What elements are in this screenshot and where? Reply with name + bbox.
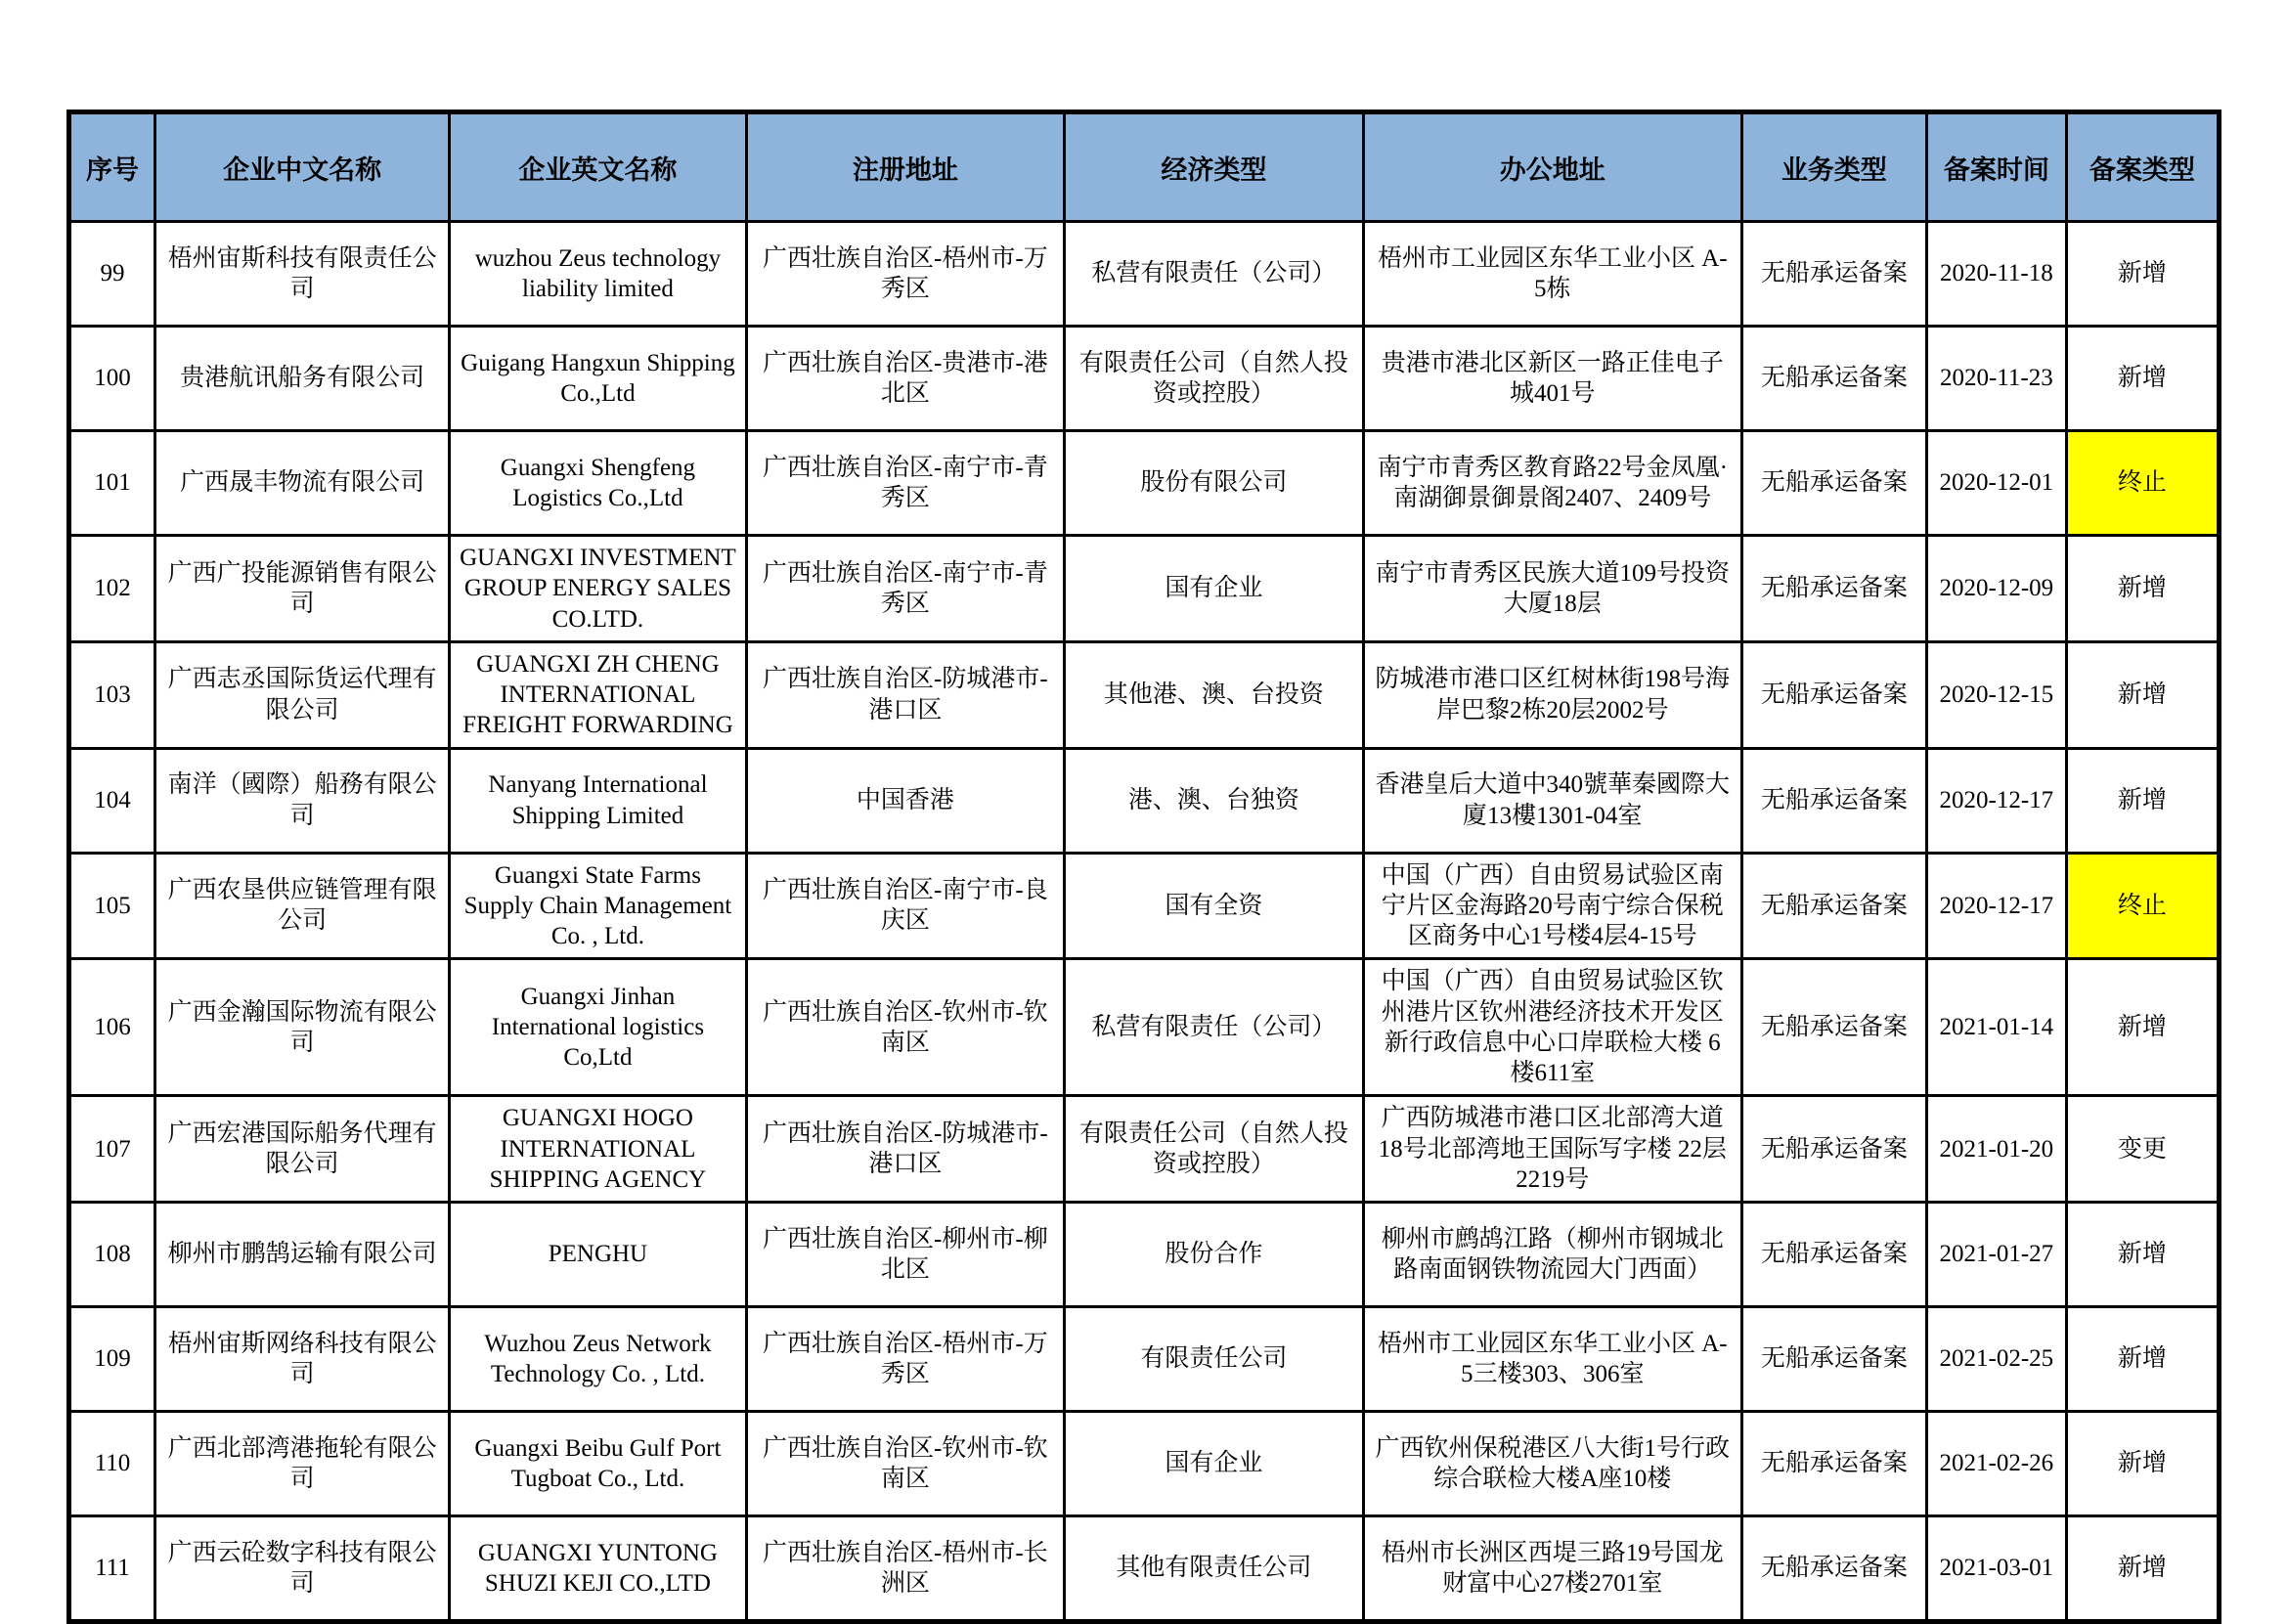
cell-biz_type: 无船承运备案 [1741, 431, 1926, 536]
table-row [69, 1412, 2220, 1516]
cell-reg_address: 广西壮族自治区-南宁市-良庆区 [746, 853, 1064, 959]
cell-biz_type: 无船承运备案 [1741, 536, 1926, 642]
cell-name_cn: 广西北部湾港拖轮有限公司 [154, 1412, 449, 1516]
cell-office_address: 南宁市青秀区教育路22号金凤凰·南湖御景御景阁2407、2409号 [1363, 431, 1741, 536]
cell-reg_address: 广西壮族自治区-梧州市-长洲区 [746, 1516, 1064, 1622]
cell-biz_type: 无船承运备案 [1741, 327, 1926, 431]
cell-filing_type: 新增 [2066, 1412, 2219, 1516]
cell-office_address: 梧州市长洲区西堤三路19号国龙财富中心27楼2701室 [1363, 1516, 1741, 1622]
cell-filing_type: 新增 [2066, 327, 2219, 431]
cell-biz_type: 无船承运备案 [1741, 222, 1926, 327]
cell-biz_type: 无船承运备案 [1741, 1516, 1926, 1622]
table-row [69, 1096, 2220, 1203]
table-row [69, 327, 2220, 431]
cell-name_en: wuzhou Zeus technology liability limited [450, 222, 746, 327]
cell-filing_date: 2020-12-01 [1926, 431, 2066, 536]
column-header-office_address: 办公地址 [1363, 112, 1741, 222]
table-row [69, 748, 2220, 853]
cell-office_address: 防城港市港口区红树林街198号海岸巴黎2栋20层2002号 [1363, 641, 1741, 748]
cell-econ_type: 国有企业 [1065, 1412, 1364, 1516]
cell-seq: 100 [69, 327, 155, 431]
cell-reg_address: 广西壮族自治区-防城港市-港口区 [746, 1096, 1064, 1203]
cell-biz_type: 无船承运备案 [1741, 959, 1926, 1096]
cell-filing_type: 新增 [2066, 959, 2219, 1096]
cell-office_address: 广西防城港市港口区北部湾大道 18号北部湾地王国际写字楼 22层2219号 [1363, 1096, 1741, 1203]
cell-econ_type: 其他有限责任公司 [1065, 1516, 1364, 1622]
table-row [69, 1307, 2220, 1412]
cell-econ_type: 其他港、澳、台投资 [1065, 641, 1364, 748]
cell-econ_type: 有限责任公司（自然人投资或控股） [1065, 327, 1364, 431]
cell-name_cn: 广西宏港国际船务代理有限公司 [154, 1096, 449, 1203]
cell-filing_type: 新增 [2066, 1307, 2219, 1412]
cell-biz_type: 无船承运备案 [1741, 1203, 1926, 1307]
cell-filing_date: 2020-12-17 [1926, 853, 2066, 959]
cell-econ_type: 有限责任公司（自然人投资或控股） [1065, 1096, 1364, 1203]
cell-filing_date: 2020-12-15 [1926, 641, 2066, 748]
cell-name_en: Guangxi Jinhan International logistics Co,Ltd [450, 959, 746, 1096]
cell-filing_date: 2020-12-17 [1926, 748, 2066, 853]
table-row [69, 536, 2220, 642]
cell-filing_type: 变更 [2066, 1096, 2219, 1203]
cell-office_address: 中国（广西）自由贸易试验区南宁片区金海路20号南宁综合保税区商务中心1号楼4层4-15号 [1363, 853, 1741, 959]
cell-filing_type: 新增 [2066, 1203, 2219, 1307]
column-header-name_cn: 企业中文名称 [154, 112, 449, 222]
cell-name_en: Wuzhou Zeus Network Technology Co. , Ltd. [450, 1307, 746, 1412]
cell-seq: 102 [69, 536, 155, 642]
cell-name_en: PENGHU [450, 1203, 746, 1307]
cell-seq: 103 [69, 641, 155, 748]
cell-office_address: 南宁市青秀区民族大道109号投资大厦18层 [1363, 536, 1741, 642]
cell-reg_address: 广西壮族自治区-梧州市-万秀区 [746, 1307, 1064, 1412]
column-header-seq: 序号 [69, 112, 155, 222]
cell-name_cn: 广西广投能源销售有限公司 [154, 536, 449, 642]
cell-biz_type: 无船承运备案 [1741, 853, 1926, 959]
cell-seq: 101 [69, 431, 155, 536]
cell-name_en: Guigang Hangxun Shipping Co.,Ltd [450, 327, 746, 431]
cell-seq: 110 [69, 1412, 155, 1516]
table-body [69, 222, 2220, 1622]
cell-reg_address: 广西壮族自治区-钦州市-钦南区 [746, 959, 1064, 1096]
column-header-filing_type: 备案类型 [2066, 112, 2219, 222]
table-row [69, 959, 2220, 1096]
cell-filing_date: 2021-01-20 [1926, 1096, 2066, 1203]
column-header-filing_date: 备案时间 [1926, 112, 2066, 222]
column-header-reg_address: 注册地址 [746, 112, 1064, 222]
cell-filing_type: 新增 [2066, 1516, 2219, 1622]
cell-seq: 105 [69, 853, 155, 959]
cell-biz_type: 无船承运备案 [1741, 1307, 1926, 1412]
table-row [69, 853, 2220, 959]
cell-filing_date: 2020-11-18 [1926, 222, 2066, 327]
cell-name_cn: 广西农垦供应链管理有限公司 [154, 853, 449, 959]
cell-office_address: 梧州市工业园区东华工业小区 A-5三楼303、306室 [1363, 1307, 1741, 1412]
cell-name_cn: 南洋（國際）船務有限公司 [154, 748, 449, 853]
table-header-row [69, 112, 2220, 222]
cell-name_cn: 梧州宙斯科技有限责任公司 [154, 222, 449, 327]
cell-name_en: Guangxi Beibu Gulf Port Tugboat Co., Ltd. [450, 1412, 746, 1516]
cell-reg_address: 广西壮族自治区-贵港市-港北区 [746, 327, 1064, 431]
cell-biz_type: 无船承运备案 [1741, 641, 1926, 748]
cell-office_address: 中国（广西）自由贸易试验区钦州港片区钦州港经济技术开发区新行政信息中心口岸联检大楼 6楼611室 [1363, 959, 1741, 1096]
cell-name_en: GUANGXI HOGO INTERNATIONAL SHIPPING AGENCY [450, 1096, 746, 1203]
table-row [69, 1203, 2220, 1307]
cell-reg_address: 广西壮族自治区-柳州市-柳北区 [746, 1203, 1064, 1307]
cell-filing_type: 新增 [2066, 641, 2219, 748]
cell-seq: 108 [69, 1203, 155, 1307]
cell-office_address: 广西钦州保税港区八大街1号行政综合联检大楼A座10楼 [1363, 1412, 1741, 1516]
cell-seq: 106 [69, 959, 155, 1096]
cell-reg_address: 广西壮族自治区-南宁市-青秀区 [746, 431, 1064, 536]
cell-econ_type: 国有全资 [1065, 853, 1364, 959]
cell-name_en: GUANGXI ZH CHENG INTERNATIONAL FREIGHT FORWARDING [450, 641, 746, 748]
cell-reg_address: 广西壮族自治区-防城港市-港口区 [746, 641, 1064, 748]
company-filing-table [66, 110, 2221, 1624]
cell-name_cn: 贵港航讯船务有限公司 [154, 327, 449, 431]
cell-filing_type: 终止 [2066, 853, 2219, 959]
cell-name_cn: 广西志丞国际货运代理有限公司 [154, 641, 449, 748]
cell-filing_type: 新增 [2066, 222, 2219, 327]
cell-econ_type: 私营有限责任（公司） [1065, 222, 1364, 327]
cell-seq: 109 [69, 1307, 155, 1412]
cell-name_en: Guangxi Shengfeng Logistics Co.,Ltd [450, 431, 746, 536]
cell-name_cn: 广西晟丰物流有限公司 [154, 431, 449, 536]
cell-econ_type: 股份合作 [1065, 1203, 1364, 1307]
cell-econ_type: 国有企业 [1065, 536, 1364, 642]
cell-biz_type: 无船承运备案 [1741, 748, 1926, 853]
cell-name_cn: 广西云砼数字科技有限公司 [154, 1516, 449, 1622]
column-header-econ_type: 经济类型 [1065, 112, 1364, 222]
cell-filing_type: 终止 [2066, 431, 2219, 536]
cell-seq: 104 [69, 748, 155, 853]
column-header-name_en: 企业英文名称 [450, 112, 746, 222]
cell-office_address: 梧州市工业园区东华工业小区 A-5栋 [1363, 222, 1741, 327]
cell-office_address: 柳州市鹧鸪江路（柳州市钢城北路南面钢铁物流园大门西面） [1363, 1203, 1741, 1307]
cell-name_cn: 梧州宙斯网络科技有限公司 [154, 1307, 449, 1412]
cell-filing_date: 2021-01-14 [1926, 959, 2066, 1096]
cell-filing_type: 新增 [2066, 536, 2219, 642]
cell-office_address: 贵港市港北区新区一路正佳电子城401号 [1363, 327, 1741, 431]
table-row [69, 222, 2220, 327]
cell-filing_date: 2021-02-25 [1926, 1307, 2066, 1412]
cell-econ_type: 港、澳、台独资 [1065, 748, 1364, 853]
cell-econ_type: 有限责任公司 [1065, 1307, 1364, 1412]
cell-name_en: GUANGXI INVESTMENT GROUP ENERGY SALES CO.LTD. [450, 536, 746, 642]
cell-filing_date: 2021-01-27 [1926, 1203, 2066, 1307]
cell-filing_date: 2020-12-09 [1926, 536, 2066, 642]
cell-name_cn: 广西金瀚国际物流有限公司 [154, 959, 449, 1096]
table-row [69, 431, 2220, 536]
cell-econ_type: 私营有限责任（公司） [1065, 959, 1364, 1096]
cell-reg_address: 广西壮族自治区-梧州市-万秀区 [746, 222, 1064, 327]
cell-reg_address: 广西壮族自治区-钦州市-钦南区 [746, 1412, 1064, 1516]
cell-seq: 99 [69, 222, 155, 327]
cell-filing_date: 2021-02-26 [1926, 1412, 2066, 1516]
cell-filing_type: 新增 [2066, 748, 2219, 853]
cell-biz_type: 无船承运备案 [1741, 1096, 1926, 1203]
cell-name_en: Nanyang International Shipping Limited [450, 748, 746, 853]
cell-filing_date: 2021-03-01 [1926, 1516, 2066, 1622]
cell-reg_address: 中国香港 [746, 748, 1064, 853]
cell-seq: 111 [69, 1516, 155, 1622]
table-row [69, 1516, 2220, 1622]
cell-office_address: 香港皇后大道中340號華秦國際大廈13樓1301-04室 [1363, 748, 1741, 853]
cell-name_en: GUANGXI YUNTONG SHUZI KEJI CO.,LTD [450, 1516, 746, 1622]
column-header-biz_type: 业务类型 [1741, 112, 1926, 222]
cell-name_en: Guangxi State Farms Supply Chain Management Co. , Ltd. [450, 853, 746, 959]
cell-seq: 107 [69, 1096, 155, 1203]
table-row [69, 641, 2220, 748]
cell-filing_date: 2020-11-23 [1926, 327, 2066, 431]
cell-biz_type: 无船承运备案 [1741, 1412, 1926, 1516]
cell-econ_type: 股份有限公司 [1065, 431, 1364, 536]
cell-reg_address: 广西壮族自治区-南宁市-青秀区 [746, 536, 1064, 642]
cell-name_cn: 柳州市鹏鹄运输有限公司 [154, 1203, 449, 1307]
